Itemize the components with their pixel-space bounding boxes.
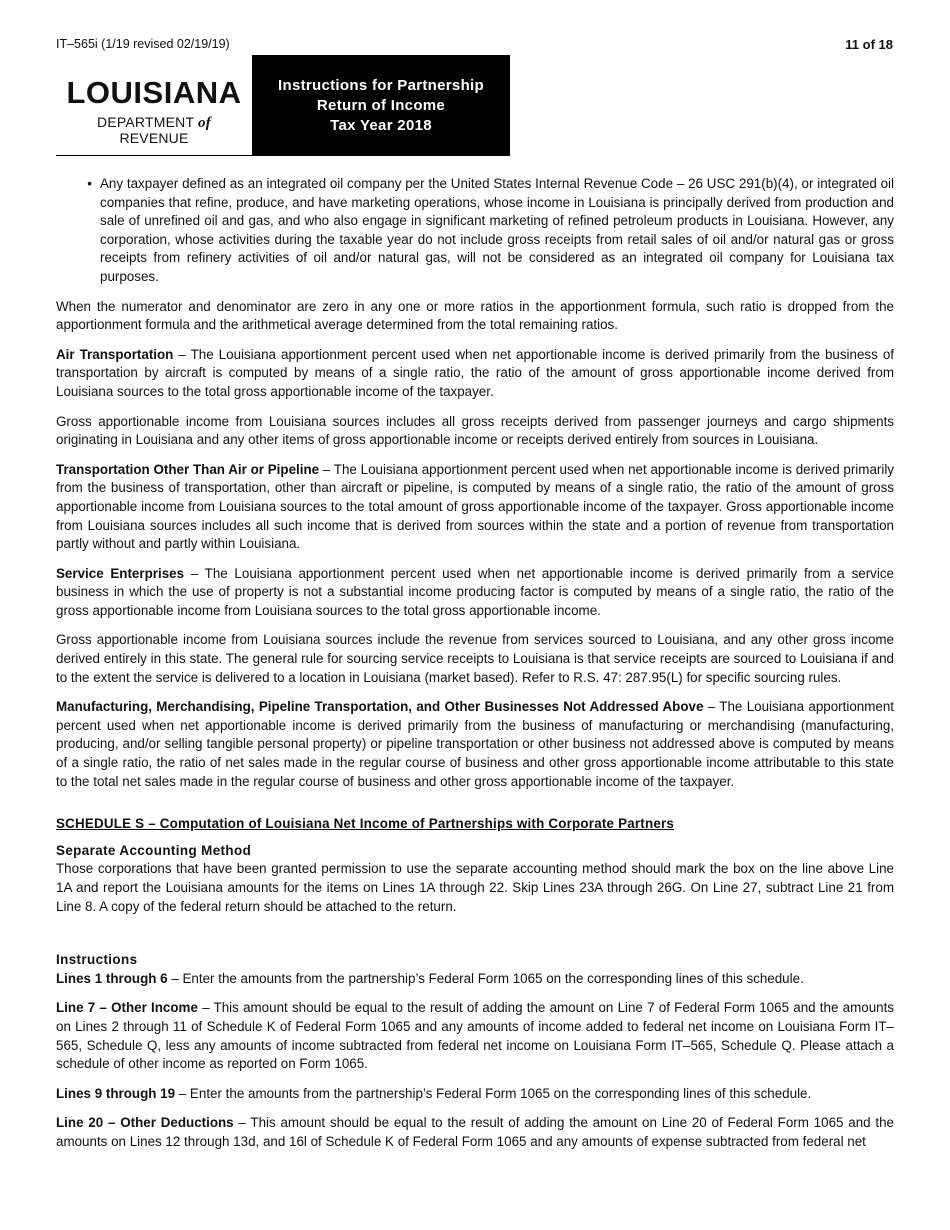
- page-number: 11 of 18: [845, 37, 893, 52]
- lines-1-6-paragraph: Lines 1 through 6 – Enter the amounts from the partnership’s Federal Form 1065 on the corresponding lines of this schedule.: [56, 970, 804, 986]
- louisiana-revenue-logo: [56, 55, 252, 156]
- document-title-box: [252, 55, 510, 156]
- title-line-2: Return of Income: [316, 96, 446, 114]
- manufacturing-paragraph: Manufacturing, Merchandising, Pipeline Transportation, and Other Businesses Not Addressed Above – The Louisiana apportionment percent used when net apportionable income is derived primarily from the business of manufacturing or merchandising (manufacturing, producing, and/or selling tangible personal property) or pipeline transportation or other business not addressed above is computed by means of a single ratio, the ratio of net sales made in the regular course of business and other gross apportionable income attributable to this state to the total net sales made in the regular course of business and other gross apportionable income of the taxpayer.: [56, 699, 894, 789]
- service-enterprises-paragraph: Service Enterprises – The Louisiana apportionment percent used when net apportionable income is derived primarily from a service business in which the use of property is not a substantial income producing factor is computed by means of a single ratio, the ratio of the gross apportionable income from Louisiana sources to the total gross apportionable income.: [56, 565, 894, 618]
- logo-department: DEPARTMENT of REVENUE: [97, 114, 211, 146]
- separate-accounting-paragraph: Those corporations that have been granted permission to use the separate accounting method should mark the box on the line above Line 1A and report the Louisiana amounts for the items on Lines 1A through 22. Skip Lines 23A through 26G. On Line 27, subtract Line 21 from Line 8. A copy of the federal return should be attached to the return.: [56, 861, 894, 914]
- service-gross-income-paragraph: Gross apportionable income from Louisiana sources include the revenue from services sourced to Louisiana, and any other gross income derived entirely in this state. The general rule for sourcing service receipts to Louisiana is that service receipts are sourced to Louisiana if and to the extent the service is delivered to a location in Louisiana (market based). Refer to R.S. 47: 287.95(L) for specific sourcing rules.: [56, 632, 894, 685]
- schedule-s-heading: SCHEDULE S – Computation of Louisiana Net Income of Partnerships with Corporate Partners: [56, 816, 675, 832]
- numerator-paragraph: When the numerator and denominator are zero in any one or more ratios in the apportionment formula, such ratio is dropped from the apportionment formula and the arithmetical average determined from the total remaining ratios.: [56, 298, 894, 333]
- title-line-1: Instructions for Partnership: [278, 76, 484, 94]
- page-header: [56, 55, 510, 156]
- air-gross-income-paragraph: Gross apportionable income from Louisiana sources includes all gross receipts derived from passenger journeys and cargo shipments originating in Louisiana and any other items of gross apportionable income or receipts derived entirely from sources in Louisiana.: [56, 413, 894, 448]
- transportation-paragraph: Transportation Other Than Air or Pipeline – The Louisiana apportionment percent used when net apportionable income is derived primarily from the business of transportation, other than aircraft or pipeline, is computed by means of a single ratio, the ratio of the amount of gross apportionable income from Louisiana sources to the total amount of gross apportionable income of the taxpayer. Gross apportionable income from Louisiana sources includes all such income that is derived from sources within the state and a portion of revenue from transportation partly without and partly within Louisiana.: [56, 461, 894, 552]
- separate-accounting-heading: Separate Accounting Method: [56, 842, 252, 858]
- air-transportation-paragraph: Air Transportation – The Louisiana apportionment percent used when net apportionable income is derived primarily from the business of transportation by aircraft is computed by means of a single ratio, the ratio of the amount of gross apportionable income derived from Louisiana sources to the total gross apportionable income of the taxpayer.: [56, 346, 894, 399]
- instructions-heading: Instructions: [56, 952, 138, 968]
- bullet-icon: •: [87, 176, 92, 191]
- instructions-body: [56, 175, 894, 1163]
- integrated-oil-bullet: • Any taxpayer defined as an integrated oil company per the United States Internal Revenue Code – 26 USC 291(b)(4), or integrated oil companies that refine, produce, and have marketing operations, whose income in Louisiana is principally derived from production and sale of unrefined oil and gas, and who also engage in significant marketing of refined petroleum products in Louisiana. However, any corporation, whose activities during the taxable year do not include gross receipts from retail sales of oil and/or natural gas or gross receipts from refinery activities of oil and/or natural gas, will not be considered as an integrated oil company for Louisiana tax purposes.: [56, 175, 894, 287]
- title-line-3: Tax Year 2018: [330, 116, 432, 134]
- form-id: IT–565i (1/19 revised 02/19/19): [56, 37, 230, 51]
- line-20-paragraph: Line 20 – Other Deductions – This amount should be equal to the result of adding the amount on Line 20 of Federal Form 1065 and the amounts on Lines 12 through 13d, and 16l of Schedule K of Federal Form 1065 and any amounts of expense subtracted from federal net: [56, 1115, 894, 1149]
- logo-wordmark: LOUISIANA: [66, 75, 242, 110]
- lines-9-19-paragraph: Lines 9 through 19 – Enter the amounts from the partnership’s Federal Form 1065 on the corresponding lines of this schedule.: [56, 1085, 812, 1101]
- line-7-paragraph: Line 7 – Other Income – This amount should be equal to the result of adding the amount on Line 7 of Federal Form 1065 and the amounts on Lines 2 through 11 of Schedule K of Federal Form 1065 and any amounts of income added to federal net income on Louisiana Form IT–565, Schedule Q, less any amounts of income subtracted from federal net income on Louisiana Form IT–565, Schedule Q. Please attach a schedule of other income as reported on Form 1065.: [56, 1000, 895, 1072]
